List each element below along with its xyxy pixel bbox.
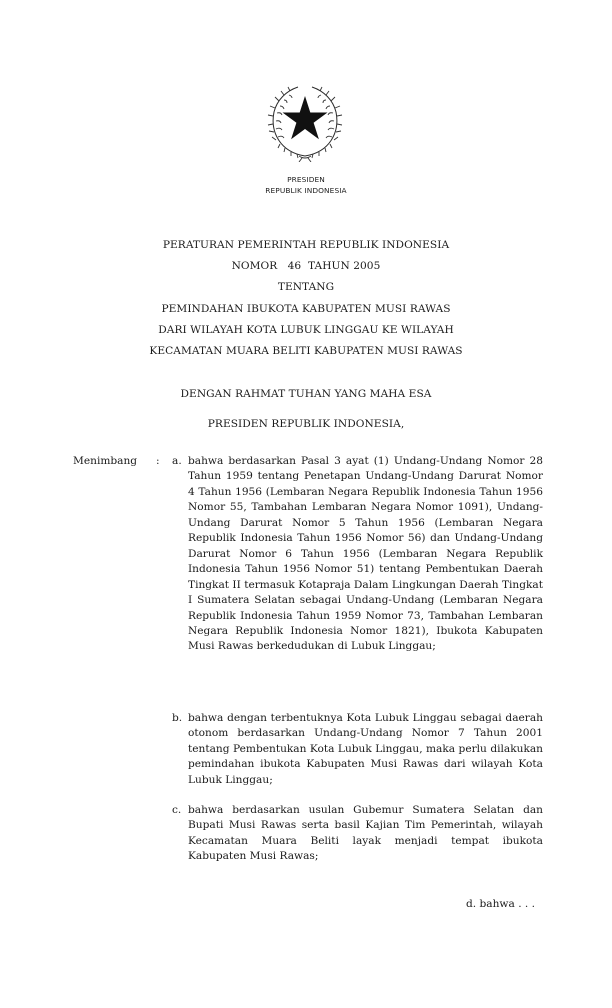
item-letter-a: a. [172,455,182,467]
page-continuation: d. bahwa . . . [466,898,536,910]
item-letter-c: c. [172,804,182,816]
considering-label: Menimbang [73,455,138,467]
considering-item-a: bahwa berdasarkan Pasal 3 ayat (1) Undang-Undang Nomor 28 Tahun 1959 tentang Penetapan Undang-Undang Darurat Nomor 4 Tahun 1956 (Lembaran Negara Republik Indonesia Tahun 1956 Nomor 55, Tambahan Lembaran Negara Nomor 1091), Undang-Undang Darurat Nomor 5 Tahun 1956 (Lembaran Negara Republik Indonesia Tahun 1956 Nomor 56) dan Undang-Undang Darurat Nomor 6 Tahun 1956 (Lembaran Negara Republik Indonesia Tahun 1956 Nomor 51) tentang Pembentukan Daerah Tingkat II termasuk Kotapraja Dalam Lingkungan Daerah Tingkat I Sumatera Selatan sebagai Undang-Undang (Lembaran Negara Republik Indonesia Tahun 1959 Nomor 73, Tambahan Lembaran Negara Republik Indonesia Nomor 1821), Ibukota Kabupaten Musi Rawas berkedudukan di Lubuk Linggau; [188,455,543,653]
seal-caption-republik: REPUBLIK INDONESIA [265,186,347,195]
regulation-subject-line-1: PEMINDAHAN IBUKOTA KABUPATEN MUSI RAWAS [161,303,451,315]
considering-item-c: bahwa berdasarkan usulan Gubemur Sumatera Selatan dan Bupati Musi Rawas serta basil Kajian Tim Pemerintah, wilayah Kecamatan Muara Beliti layak menjadi tempat ibukota Kabupaten Musi Rawas; [188,804,543,863]
regulation-about: TENTANG [277,281,335,293]
authority-line: PRESIDEN REPUBLIK INDONESIA, [207,418,405,430]
considering-item-b: bahwa dengan terbentuknya Kota Lubuk Linggau sebagai daerah otonom berdasarkan Undang-Undang Nomor 7 Tahun 2001 tentang Pembentukan Kota Lubuk Linggau, maka perlu dilakukan pemindahan ibukota Kabupaten Musi Rawas dari wilayah Kota Lubuk Linggau; [188,712,543,786]
considering-colon: : [156,455,160,467]
regulation-subject-line-2: DARI WILAYAH KOTA LUBUK LINGGAU KE WILAYAH [158,324,454,336]
regulation-number: NOMOR 46 TAHUN 2005 [231,260,381,272]
regulation-type: PERATURAN PEMERINTAH REPUBLIK INDONESIA [162,239,450,251]
item-letter-b: b. [172,712,183,724]
blessing-line: DENGAN RAHMAT TUHAN YANG MAHA ESA [180,388,432,400]
regulation-subject-line-3: KECAMATAN MUARA BELITI KABUPATEN MUSI RAWAS [149,345,463,357]
seal-caption-presiden: PRESIDEN [287,175,325,184]
presidential-emblem-icon [266,82,344,162]
